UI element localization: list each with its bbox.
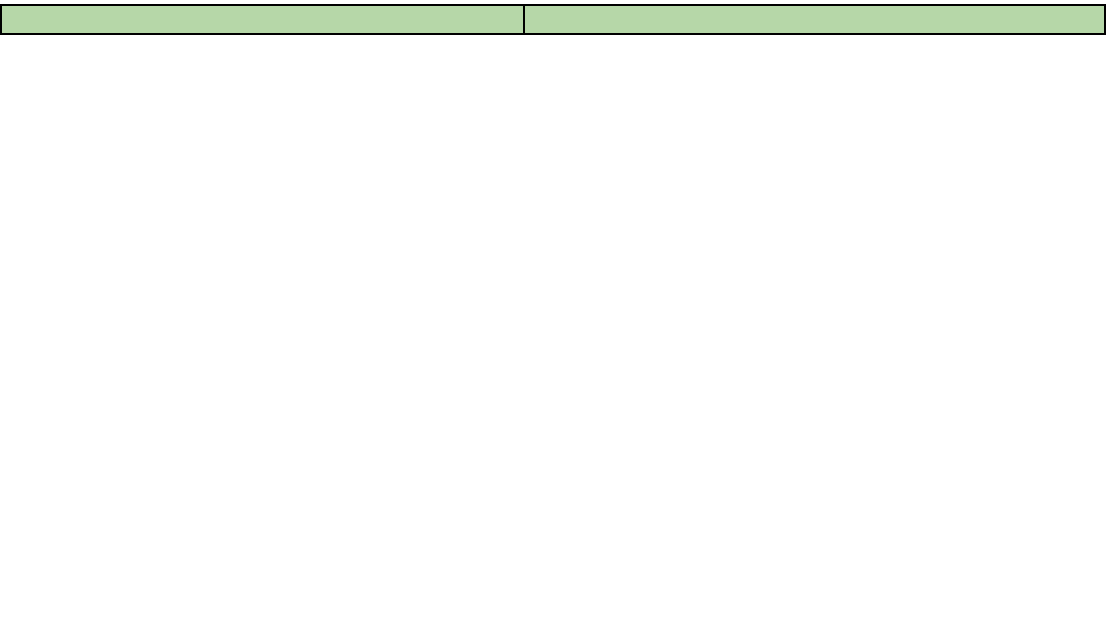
cutoff-gridline-ticks-bottom [0,624,1109,628]
parameter-header [1,5,524,34]
cutoff-gridline-ticks-top [0,4,1109,8]
model-header [524,5,1105,34]
spec-table [0,4,1106,35]
header-row [1,5,1105,34]
